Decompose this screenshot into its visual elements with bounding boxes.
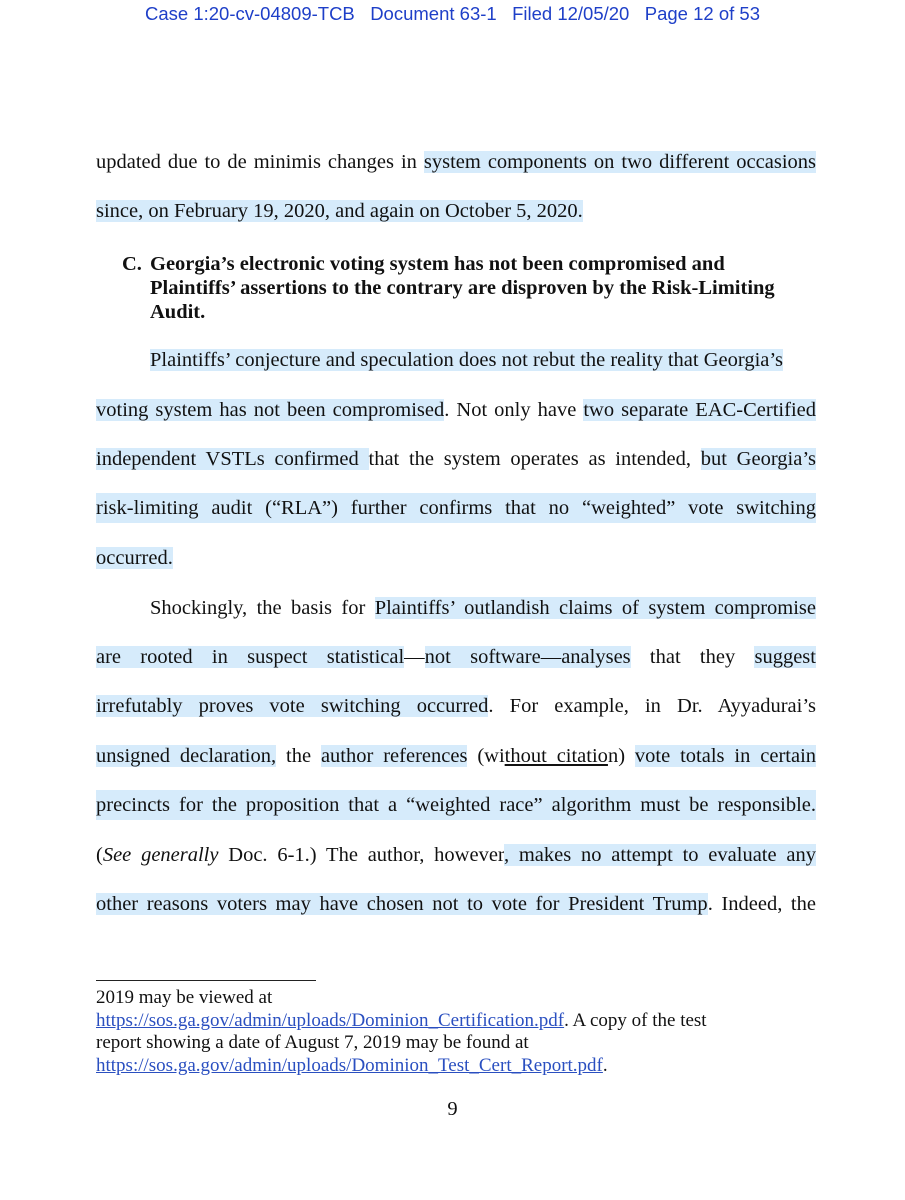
body-line: updated due to de minimis changes in system components on two different occasions <box>96 151 816 173</box>
body-line: risk-limiting audit (“RLA”) further confirms that no “weighted” vote switching <box>96 493 816 523</box>
body-line: unsigned declaration, the author references (without citation) vote totals in certain <box>96 745 817 767</box>
highlight: system components on two different occasions <box>423 151 816 173</box>
footnote-divider <box>96 980 316 981</box>
highlight: since, on February 19, 2020, and again on October 5, 2020. <box>96 200 583 222</box>
case-header: Case 1:20-cv-04809-TCB Document 63-1 Filed 12/05/20 Page 12 of 53 <box>145 3 760 24</box>
page-number: 9 <box>447 1098 458 1120</box>
body-line: Shockingly, the basis for Plaintiffs’ outlandish claims of system compromise <box>150 597 816 619</box>
body-line: irrefutably proves vote switching occurred. For example, in Dr. Ayyadurai’s <box>96 695 817 717</box>
footnote: 2019 may be viewed at https://sos.ga.gov/admin/uploads/Dominion_Certification.pdf. A copy of the test report showing a date of August 7, 2019 may be found at https://sos.ga.gov/admin/uploads/Dominion_Test_Cert_Report.pdf. <box>96 987 707 1076</box>
body-line: (See generally Doc. 6-1.) The author, however, makes no attempt to evaluate any <box>96 844 816 866</box>
body-line: occurred. <box>96 547 173 569</box>
body-line: are rooted in suspect statistical—not software—analyses that they suggest <box>96 646 816 668</box>
highlight: Plaintiffs’ conjecture and speculation does not rebut the reality that Georgia’s <box>150 349 784 371</box>
body-line: independent VSTLs confirmed that the system operates as intended, but Georgia’s <box>96 448 816 470</box>
test-cert-report-link[interactable]: https://sos.ga.gov/admin/uploads/Dominion_Test_Cert_Report.pdf <box>96 1054 603 1076</box>
body-line <box>96 196 816 226</box>
certification-link[interactable]: https://sos.ga.gov/admin/uploads/Dominion_Certification.pdf <box>96 1009 565 1031</box>
body-line: other reasons voters may have chosen not to vote for President Trump. Indeed, the <box>96 893 816 915</box>
body-line: voting system has not been compromised. Not only have two separate EAC-Certified <box>96 399 816 421</box>
body-line: precincts for the proposition that a “weighted race” algorithm must be responsible. <box>96 790 816 820</box>
body-line <box>150 345 816 375</box>
